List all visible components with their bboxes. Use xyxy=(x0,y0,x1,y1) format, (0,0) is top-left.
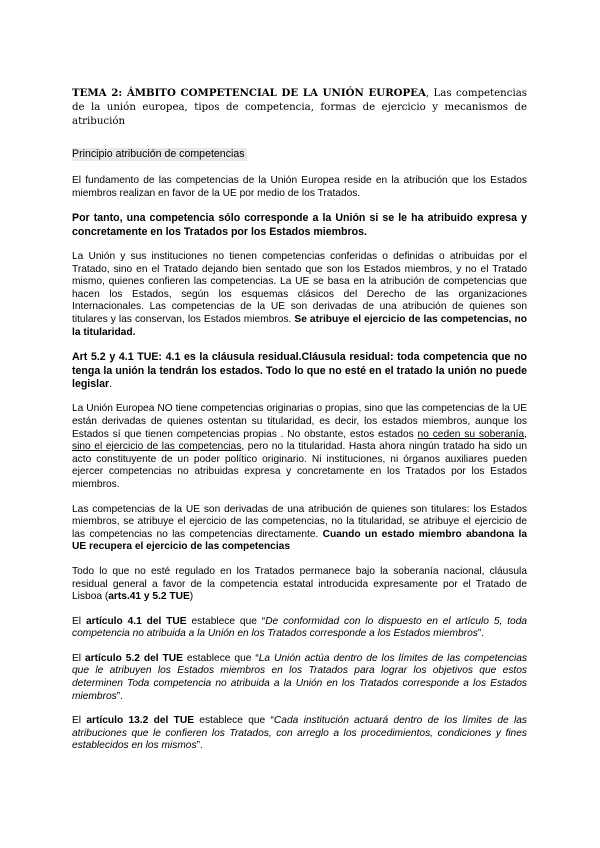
article-quote: De conformidad con lo dispuesto en el artículo 5, toda competencia no atribuida a la Unión en los Tratados corresponde a los Estados miembros xyxy=(72,615,528,640)
paragraph-pre: El xyxy=(72,615,86,627)
document-title xyxy=(72,86,527,129)
paragraph-text: Todo lo que no esté regulado en los Tratados permanece bajo la soberanía nacional, cláusula residual general a favor de la competencia estatal introducida expresamente por el Tratado de Lisboa ( xyxy=(72,565,527,603)
section-heading: Principio atribución de competencias xyxy=(72,148,245,160)
paragraph-por-tanto: Por tanto, una competencia sólo corresponde a la Unión si se le ha atribuido expresa y concretamente en los Tratados por los Estados miembros. xyxy=(72,212,527,238)
underlined-text: no ceden su soberanía, sino el ejercicio de las competencias xyxy=(72,428,527,453)
paragraph-end: ) xyxy=(189,591,194,603)
article-reference: artículo 4.1 del TUE xyxy=(85,615,187,627)
paragraph-text: La Unión y sus instituciones no tienen competencias conferidas o definidas o atribuidas por el Tratado, sino en el Tratado dejando bien sentado que son los Estados miembros, y no el Tratado mismo, quienes confieren las competencias. La UE se basa en la atribución de competencias que hacen los Estados, según los esquemas clásicos del Derecho de las organizaciones Internacionales. Las competencias de la UE son derivadas de una atribución de quienes son titulares y las conservan, los Estados miembros. xyxy=(72,251,527,325)
paragraph-text: Las competencias de la UE son derivadas de una atribución de quienes son titulares: los Estados miembros, se atribuye el ejercicio de las competencias, no la titularidad, se atribuye el ejercicio de las competencias no las competencias directamente. xyxy=(72,503,527,540)
paragraph-articulo-5-2 xyxy=(72,653,527,703)
article-reference: artículo 13.2 del TUE xyxy=(86,715,194,727)
article-quote: La Unión actúa dentro de los límites de las competencias que le atribuyen los Estados miembros en los Tratados para lograr los objetivos que estos determinen Toda competencia no atribuida a la Unión en los Tratados corresponde a los Estados miembros xyxy=(72,652,528,702)
paragraph-mid: establece que “ xyxy=(186,615,266,627)
paragraph-end: ”. xyxy=(116,690,123,702)
paragraph-articulos xyxy=(72,351,527,391)
paragraph-text: La Unión Europea NO tiene competencias originarias o propias, sino que las competencias de la UE están derivadas de quienes ostentan su titularidad, es decir, los estados miembros, aunque los Estados sí que tienen competencias propias . No obstante, estos estados xyxy=(72,403,527,440)
title-bold: TEMA 2: ÁMBITO COMPETENCIAL DE LA UNIÓN EUROPEA xyxy=(72,87,426,99)
paragraph-pre: El xyxy=(72,715,87,727)
document-body xyxy=(72,86,527,765)
paragraph-mid: establece que “ xyxy=(194,715,274,727)
paragraph-derivadas xyxy=(72,504,527,554)
article-quote: Cada institución actuará dentro de los límites de las atribuciones que le confieren los Tratados, con arreglo a los procedimientos, condiciones y fines establecidos en los mismos xyxy=(72,715,528,752)
paragraph-articulo-13-2 xyxy=(72,715,527,753)
article-reference: artículo 5.2 del TUE xyxy=(85,652,183,664)
paragraph-text-cont: , pero no la titularidad. Hasta ahora ningún tratado ha sido un acto constituyente de un poder político originario. Ni instituciones, ni órganos auxiliares pueden ejercer competencias no atribuidas expresa y concretamente en los Tratados por los Estados miembros. xyxy=(72,441,527,490)
paragraph-bold-text: Cuando un estado miembro abandona la UE recupera el ejercicio de las competencias xyxy=(72,528,527,553)
paragraph-pre: El xyxy=(72,652,86,664)
paragraph-instituciones xyxy=(72,251,527,339)
paragraph-bold-text: Se atribuye el ejercicio de las competencias, no la titularidad. xyxy=(72,313,527,338)
paragraph-end: . xyxy=(109,377,113,390)
title-rest: , Las competencias de la unión europea, tipos de competencia, formas de ejercicio y mecanismos de atribución xyxy=(72,88,528,127)
paragraph-competencias-originarias xyxy=(72,403,527,491)
paragraph-end: ”. xyxy=(196,740,203,752)
paragraph-soberania xyxy=(72,566,527,604)
paragraph-end: ”. xyxy=(477,628,485,640)
paragraph-bold-text: arts.41 y 5.2 TUE xyxy=(108,591,190,603)
paragraph-bold-text: Art 5.2 y 4.1 TUE: 4.1 es la cláusula residual.Cláusula residual: toda competencia que no tenga la unión la tendrán los estados. Todo lo que no esté en el tratado la unión no puede legislar xyxy=(72,351,527,390)
paragraph-articulo-4-1 xyxy=(72,616,527,641)
paragraph-mid: establece que “ xyxy=(182,652,259,664)
paragraph-fundamento: El fundamento de las competencias de la Unión Europea reside en la atribución que los Estados miembros realizan en favor de la UE por medio de los Tratados. xyxy=(72,175,527,199)
